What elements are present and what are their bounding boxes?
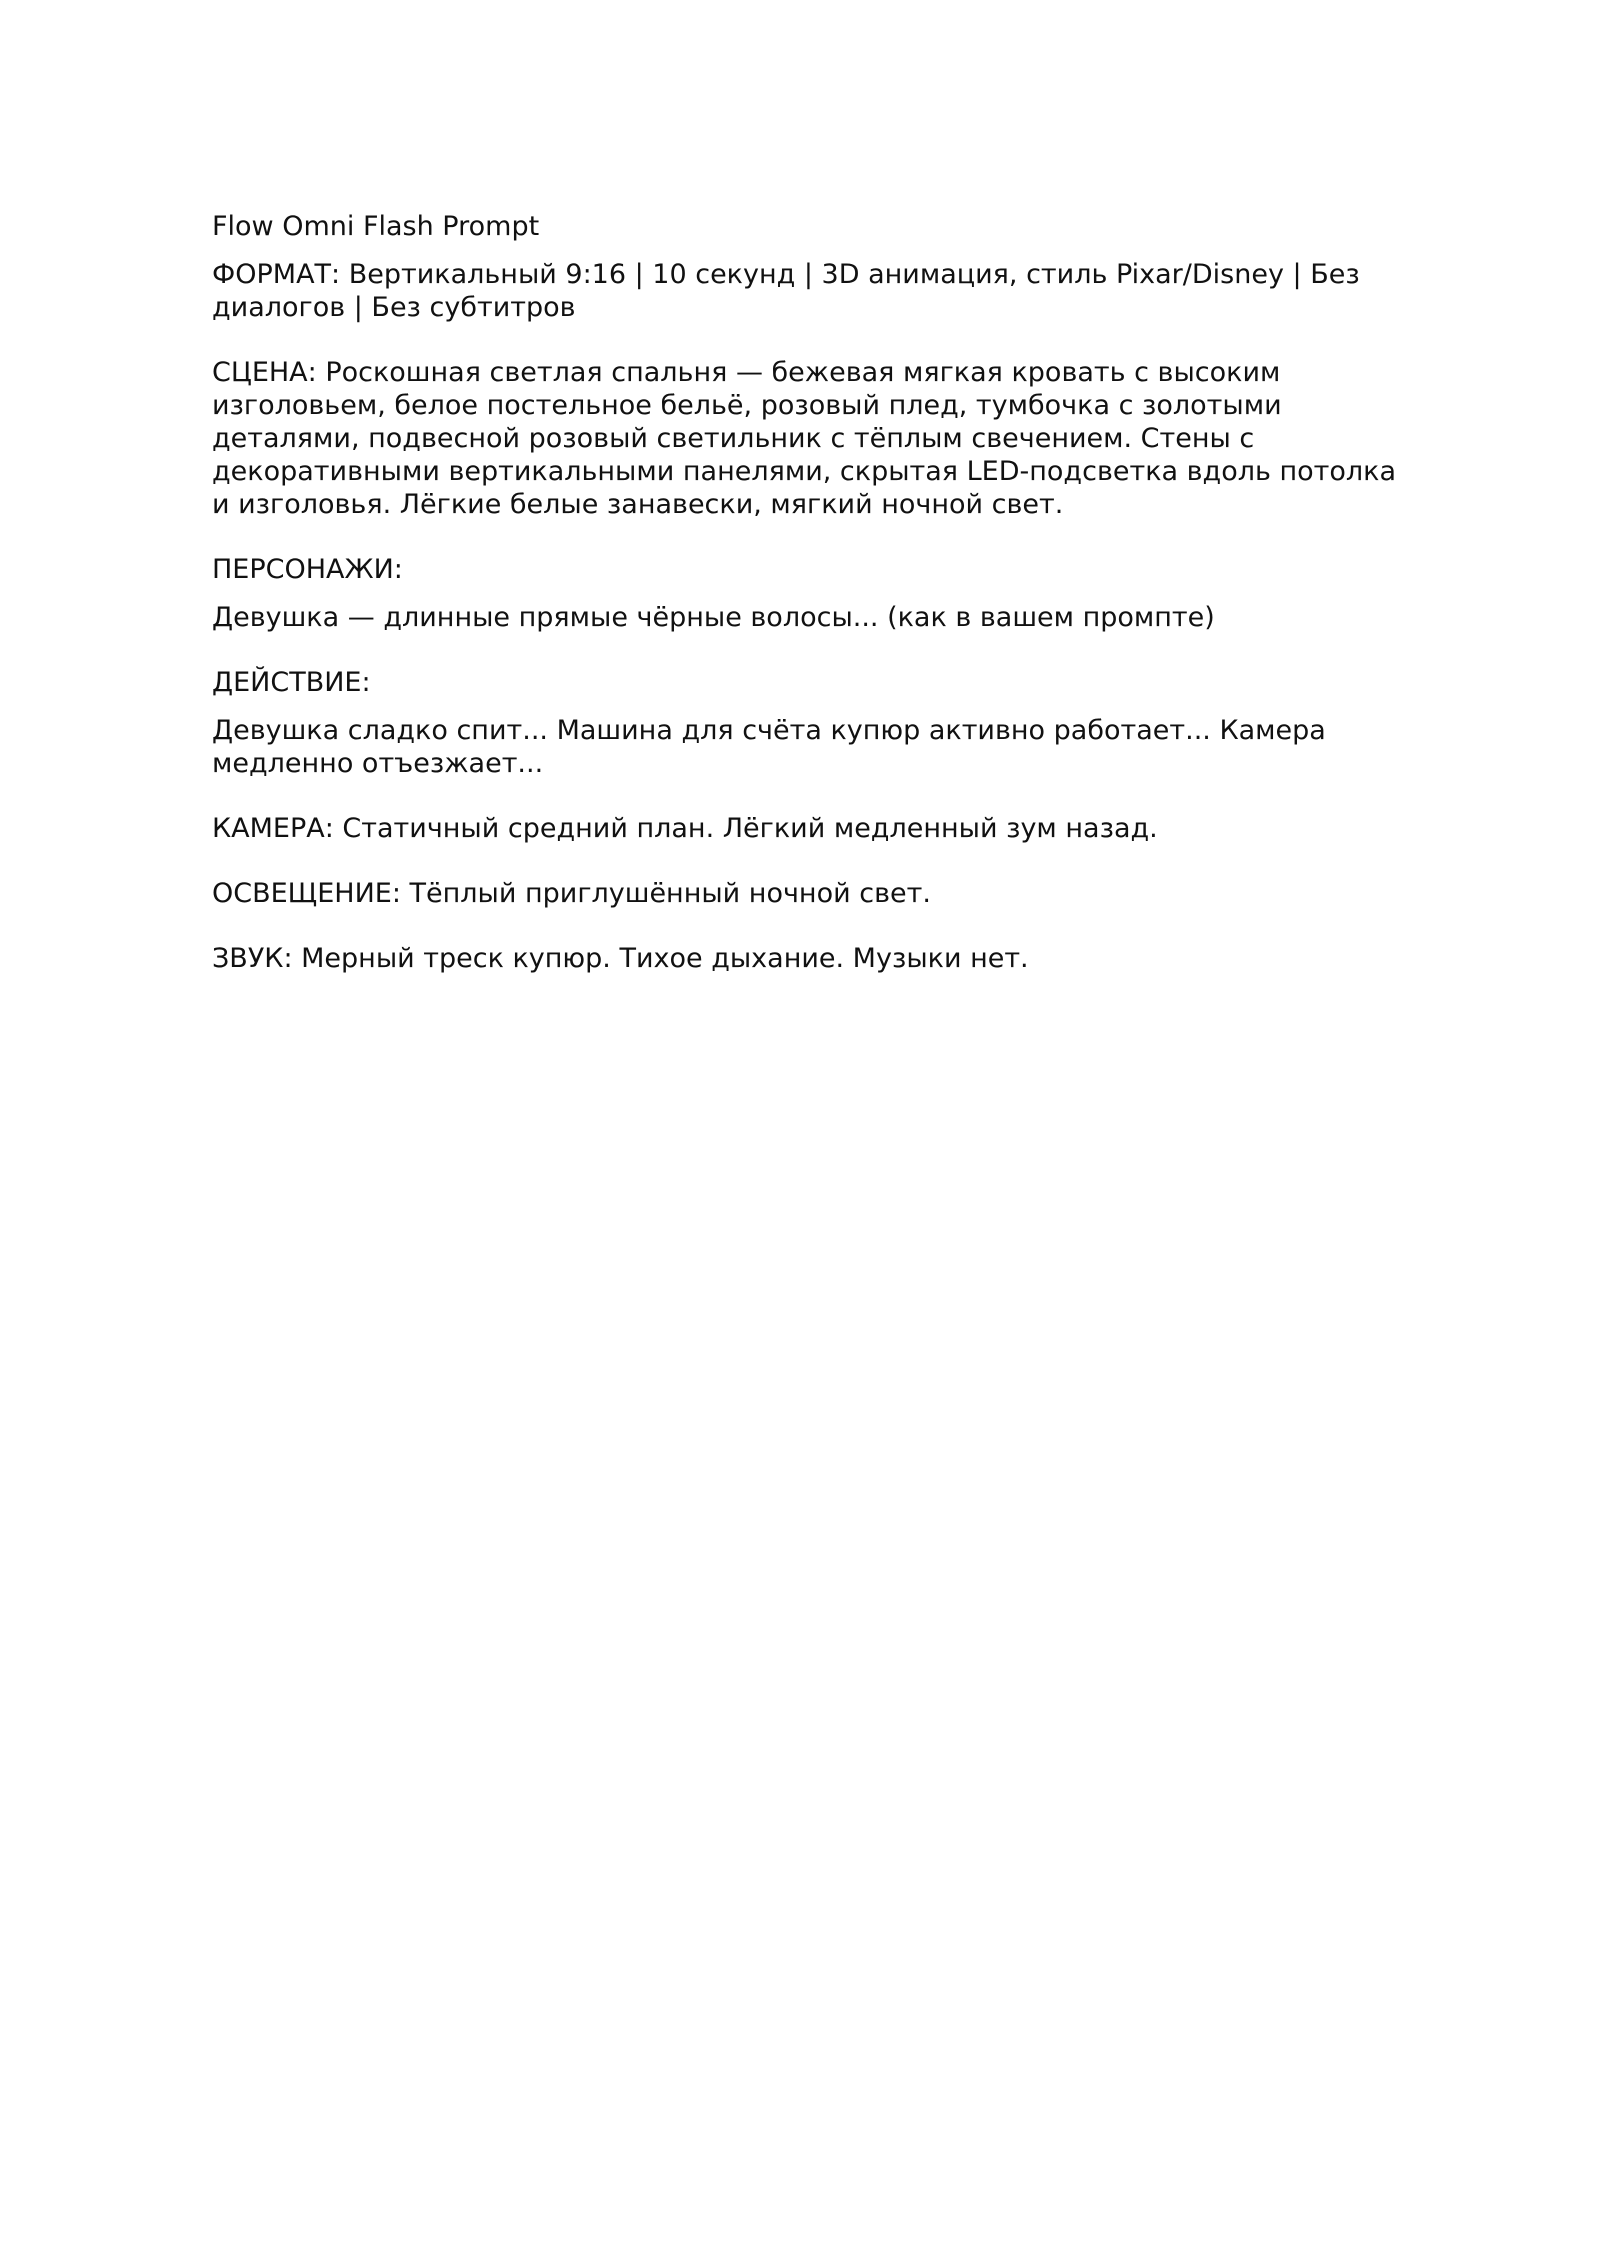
- camera-paragraph: КАМЕРА: Статичный средний план. Лёгкий медленный зум назад.: [212, 813, 1158, 844]
- sound-paragraph: ЗВУК: Мерный треск купюр. Тихое дыхание. Музыки нет.: [212, 943, 1029, 974]
- characters-heading: ПЕРСОНАЖИ:: [212, 554, 403, 585]
- characters-paragraph: Девушка — длинные прямые чёрные волосы... (как в вашем промпте): [212, 602, 1215, 633]
- lighting-paragraph: ОСВЕЩЕНИЕ: Тёплый приглушённый ночной свет.: [212, 878, 931, 909]
- document-title: Flow Omni Flash Prompt: [212, 211, 540, 242]
- format-paragraph: ФОРМАТ: Вертикальный 9:16 | 10 секунд | 3D анимация, стиль Pixar/Disney | Без диалогов | Без субтитров: [212, 259, 1360, 323]
- action-heading: ДЕЙСТВИЕ:: [212, 667, 371, 698]
- scene-paragraph: СЦЕНА: Роскошная светлая спальня — бежевая мягкая кровать с высоким изголовьем, белое постельное бельё, розовый плед, тумбочка с золотыми деталями, подвесной розовый светильник с тёплым свечением. Стены с декоративными вертикальными панелями, скрытая LED-подсветка вдоль потолка и изголовья. Лёгкие белые занавески, мягкий ночной свет.: [212, 357, 1397, 520]
- action-paragraph: Девушка сладко спит... Машина для счёта купюр активно работает... Камера медленно отъезжает...: [212, 715, 1326, 779]
- document-body: [212, 210, 1422, 975]
